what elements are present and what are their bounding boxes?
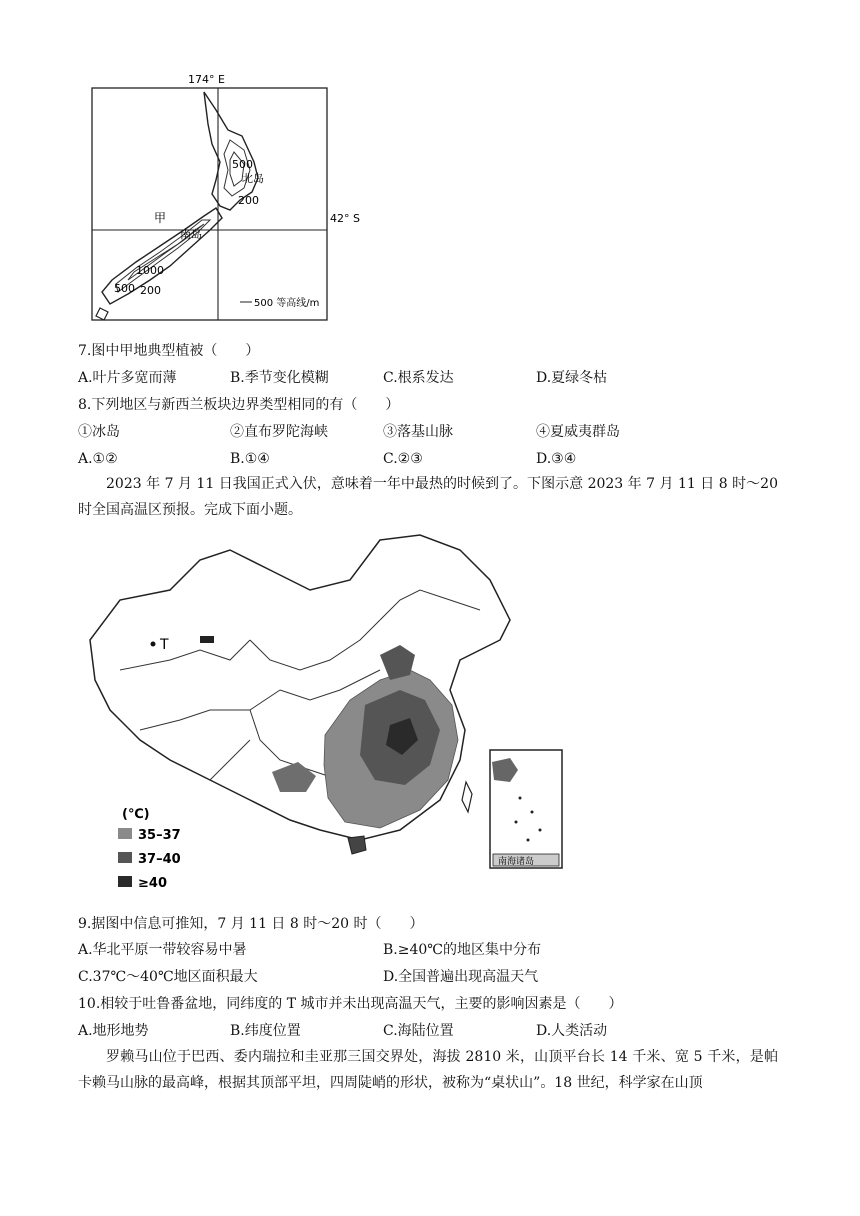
legend-label-35-37: 35–37 [138,828,181,843]
heatwave-intro-paragraph: 2023 年 7 月 11 日我国正式入伏，意味着一年中最热的时候到了。下图示意 2023 年 7 月 11 日 8 时～20 时全国高温区预报。完成下面小题。 [78,476,778,518]
point-jia-label: 甲 [154,211,167,225]
contour-label-200-south: 200 [140,284,161,297]
new-zealand-map-svg [80,70,380,330]
q10-option-b[interactable]: B.纬度位置 [230,1023,301,1039]
china-outline [90,535,510,840]
contour-legend: 500 等高线/m [254,298,320,309]
q10-option-d[interactable]: D.人类活动 [536,1023,608,1039]
legend-unit: (℃) [122,807,150,822]
q8-item-1: ①冰岛 [78,424,120,440]
city-marker-patch [200,636,214,643]
new-zealand-map [80,70,380,330]
q7-option-b[interactable]: B.季节变化模糊 [230,370,329,386]
q8-option-a[interactable]: A.①② [78,451,118,467]
province-boundary [140,690,280,730]
contour-label-500-south: 500 [114,282,135,295]
q9-option-a[interactable]: A.华北平原一带较容易中暑 [78,942,247,958]
legend-label-37-40: 37–40 [138,852,181,867]
contour-label-200-north: 200 [238,194,259,207]
legend-swatch-37-40 [118,852,132,863]
south-island-label: 南岛 [180,228,202,241]
inset-island [519,797,522,800]
hainan-island [348,836,366,854]
north-island-coast [204,92,258,210]
legend-swatch-ge-40 [118,876,132,887]
north-island-label: 北岛 [242,172,264,185]
heat-zone-north-37-40 [380,645,415,680]
inset-island [531,811,534,814]
stewart-island [96,308,108,320]
q7-option-c[interactable]: C.根系发达 [383,370,454,386]
q9-option-c[interactable]: C.37℃～40℃地区面积最大 [78,969,258,985]
q9-option-b[interactable]: B.≥40℃的地区集中分布 [383,942,541,958]
roraima-intro-paragraph: 罗赖马山位于巴西、委内瑞拉和圭亚那三国交界处，海拔 2810 米，山顶平台长 14 千米、宽 5 千米，是帕卡赖马山脉的最高峰，根据其顶部平坦，四周陡峭的形状，被称为“桌状山”。18 世纪，科学家在山顶 [78,1049,778,1091]
q8-item-3: ③落基山脉 [383,424,453,440]
q8-option-d[interactable]: D.③④ [536,451,577,467]
china-heat-map-svg [80,530,600,900]
province-boundary [250,620,380,670]
legend-label-ge-40: ≥40 [138,876,167,891]
q7-option-a[interactable]: A.叶片多宽而薄 [78,370,177,386]
question-10-stem: 10.相较于吐鲁番盆地，同纬度的 T 城市并未出现高温天气，主要的影响因素是（ ） [78,996,623,1012]
legend-swatch-35-37 [118,828,132,839]
inset-island [539,829,542,832]
inset-label: 南海诸岛 [498,857,535,867]
taiwan-island [462,782,472,812]
city-t-dot [151,642,156,647]
q10-option-c[interactable]: C.海陆位置 [383,1023,454,1039]
inset-coast [492,758,518,782]
q10-option-a[interactable]: A.地形地势 [78,1023,149,1039]
q7-option-d[interactable]: D.夏绿冬枯 [536,370,608,386]
q8-option-b[interactable]: B.①④ [230,451,270,467]
q8-option-c[interactable]: C.②③ [383,451,423,467]
china-heat-map [80,530,600,900]
lon-label: 174° E [188,73,225,86]
contour-label-500-north: 500 [232,158,253,171]
inset-island [515,821,518,824]
lat-label: 42° S [330,212,360,225]
q8-item-4: ④夏威夷群岛 [536,424,620,440]
question-8-stem: 8.下列地区与新西兰板块边界类型相同的有（ ） [78,397,400,413]
province-boundary [210,740,250,780]
question-9-stem: 9.据图中信息可推知，7 月 11 日 8 时～20 时（ ） [78,916,424,932]
q9-option-d[interactable]: D.全国普遍出现高温天气 [383,969,539,985]
question-7-stem: 7.图中甲地典型植被（ ） [78,343,260,359]
contour-label-1000: 1000 [136,264,164,277]
city-t-label: T [160,637,169,653]
province-boundary [120,640,250,670]
q8-item-2: ②直布罗陀海峡 [230,424,328,440]
province-boundary [380,590,480,620]
inset-island [527,839,530,842]
heat-zone-west-patch [272,762,316,792]
